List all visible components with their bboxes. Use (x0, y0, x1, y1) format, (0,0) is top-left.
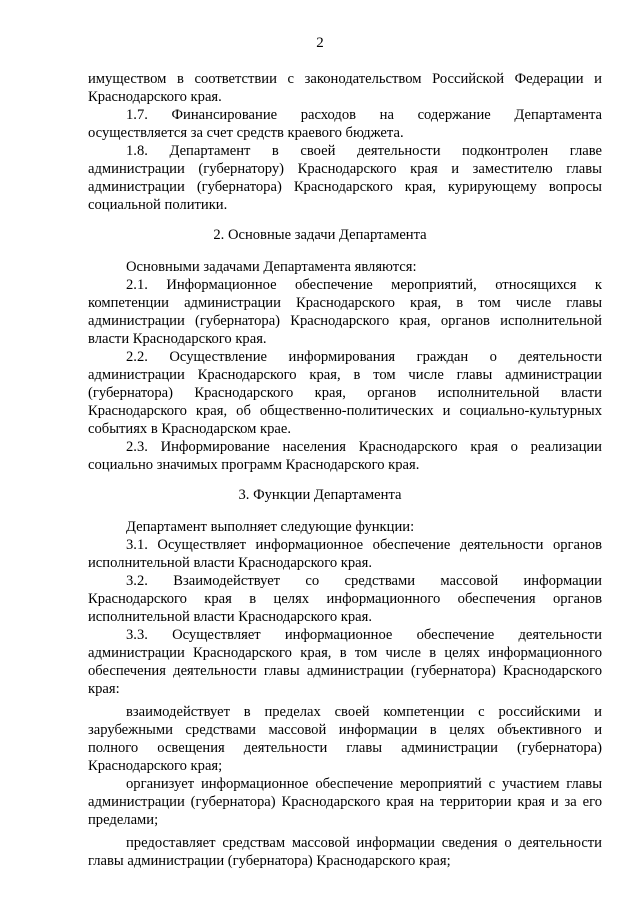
text-line: администрации (губернатору) Краснодарского края и заместителю главы (88, 161, 602, 177)
text-line: администрации Краснодарского края, в том числе главы администрации (88, 367, 602, 383)
text-line: 3.2. Взаимодействует со средствами массовой информации (126, 573, 602, 589)
text-line: исполнительной власти Краснодарского края. (88, 555, 373, 571)
text-line: социальной политики. (88, 197, 228, 213)
text-line: администрации Краснодарского края, в том числе в целях информационного (88, 645, 602, 661)
text-line: 2.2. Осуществление информирования граждан о деятельности (126, 349, 602, 365)
text-line: 2.3. Информирование населения Краснодарского края о реализации (126, 439, 602, 455)
text-line: исполнительной власти Краснодарского края. (88, 609, 373, 625)
text-line: обеспечения деятельности главы администрации (губернатора) Краснодарского (88, 663, 602, 679)
page-number: 2 (316, 35, 324, 51)
text-line: имуществом в соответствии с законодательством Российской Федерации и (88, 71, 602, 87)
text-line: власти Краснодарского края. (88, 331, 267, 347)
text-line: Департамент выполняет следующие функции: (126, 519, 415, 535)
text-line: 1.7. Финансирование расходов на содержание Департамента (126, 107, 602, 123)
section-heading: 2. Основные задачи Департамента (213, 227, 427, 243)
text-line: 3.3. Осуществляет информационное обеспечение деятельности (126, 627, 602, 643)
text-line: Основными задачами Департамента являются: (126, 259, 417, 275)
text-line: (губернатора) Краснодарского края, органов исполнительной власти (88, 385, 602, 401)
text-line: администрации (губернатора) Краснодарского края, курирующему вопросы (88, 179, 602, 195)
text-line: 1.8. Департамент в своей деятельности подконтролен главе (126, 143, 602, 159)
text-line: предоставляет средствам массовой информации сведения о деятельности (126, 835, 602, 851)
text-line: событиях в Краснодарском крае. (88, 421, 291, 437)
text-line: администрации (губернатора) Краснодарского края, органов исполнительной (88, 313, 602, 329)
text-line: 3.1. Осуществляет информационное обеспечение деятельности органов (126, 537, 602, 553)
text-line: осуществляется за счет средств краевого бюджета. (88, 125, 404, 141)
text-line: компетенции администрации Краснодарского края, в том числе главы (88, 295, 602, 311)
text-line: Краснодарского края. (88, 89, 222, 105)
section-heading: 3. Функции Департамента (238, 487, 402, 503)
text-line: администрации (губернатора) Краснодарского края на территории края и за его (88, 794, 602, 810)
text-line: взаимодействует в пределах своей компетенции с российскими и (126, 704, 602, 720)
text-line: социально значимых программ Краснодарского края. (88, 457, 420, 473)
text-line: зарубежными средствами массовой информации в целях объективного и (88, 722, 602, 738)
text-line: пределами; (88, 812, 159, 828)
text-line: главы администрации (губернатора) Краснодарского края; (88, 853, 451, 869)
text-line: полного освещения деятельности главы администрации (губернатора) (88, 740, 602, 756)
text-line: 2.1. Информационное обеспечение мероприятий, относящихся к (126, 277, 602, 293)
text-line: края: (88, 681, 120, 697)
text-line: организует информационное обеспечение мероприятий с участием главы (126, 776, 602, 792)
text-line: Краснодарского края, об общественно-политических и социально-культурных (88, 403, 602, 419)
text-line: Краснодарского края в целях информационного обеспечения органов (88, 591, 602, 607)
text-line: Краснодарского края; (88, 758, 223, 774)
